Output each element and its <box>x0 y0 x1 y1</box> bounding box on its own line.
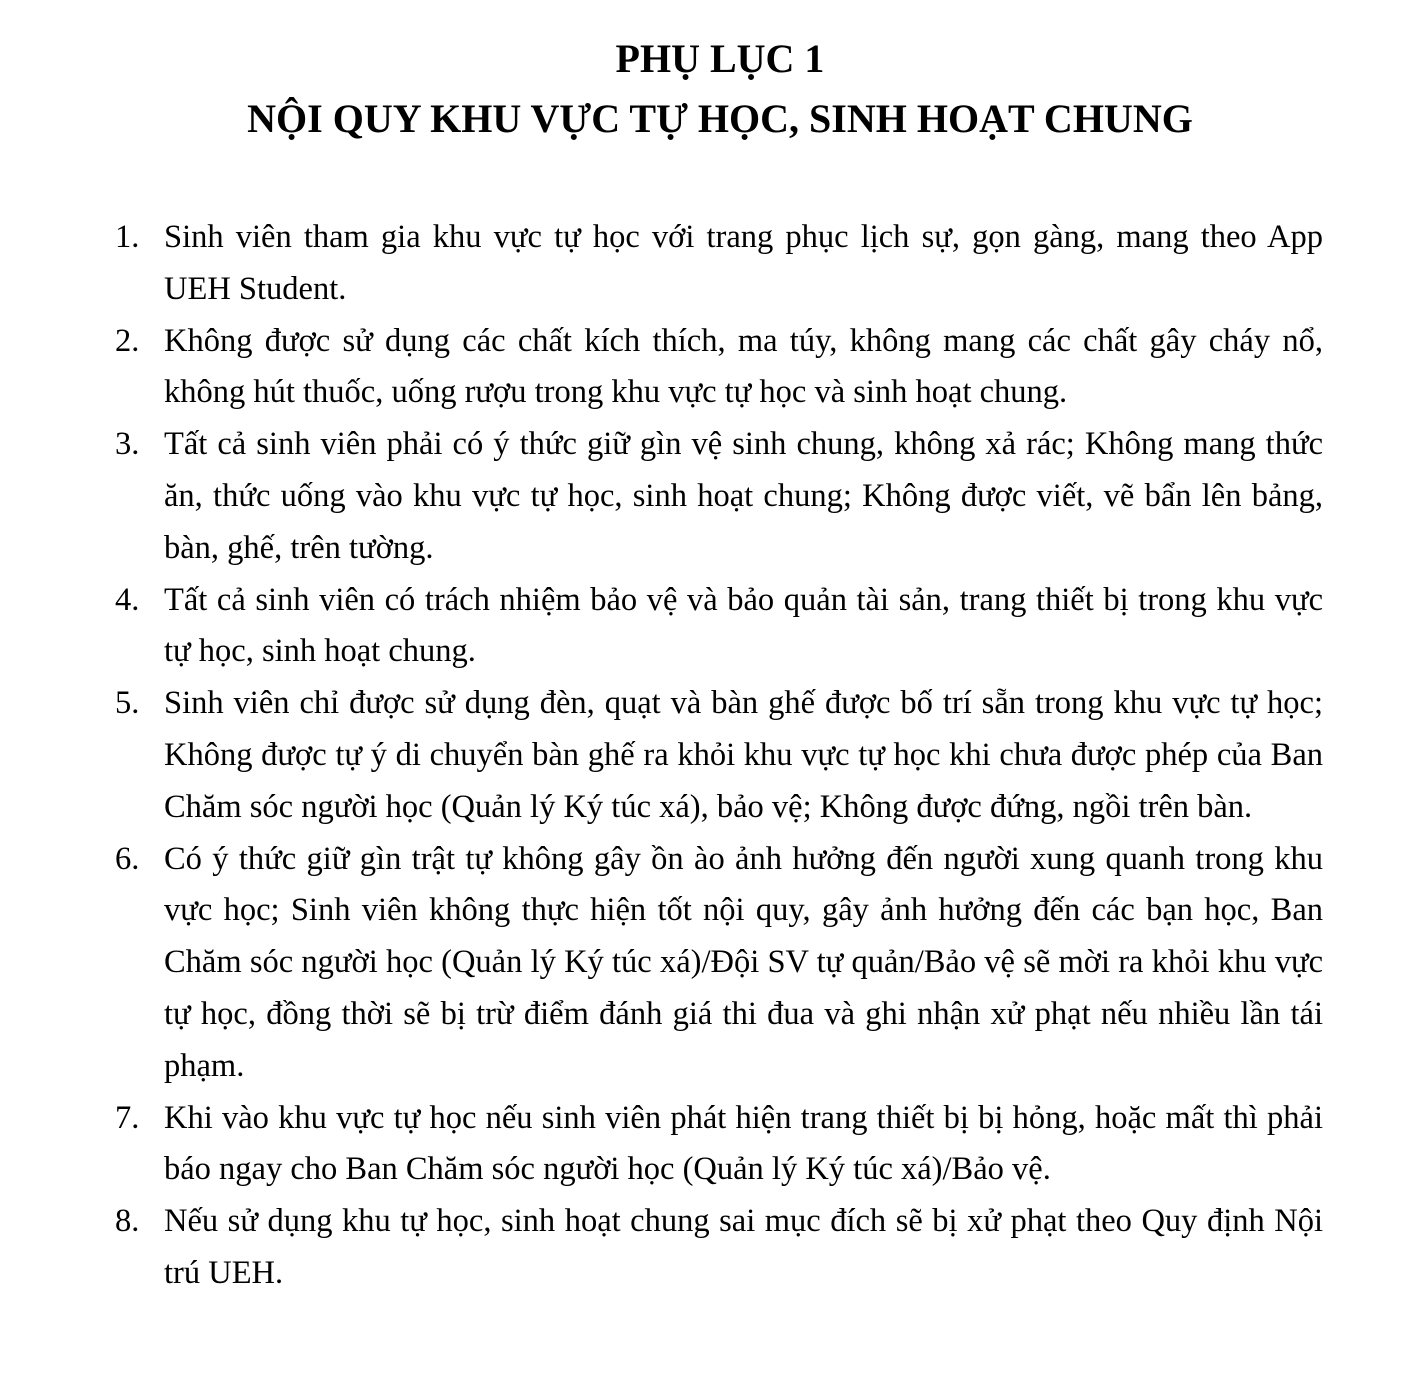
rule-text: Có ý thức giữ gìn trật tự không gây ồn ào ảnh hưởng đến người xung quanh trong khu vực học; Sinh viên không thực hiện tốt nội quy, gây ảnh hưởng đến các bạn học, Ban Chăm sóc người học (Quản lý Ký túc xá)/Đội SV tự quản/Bảo vệ sẽ mời ra khỏi khu vực tự học, đồng thời sẽ bị trừ điểm đánh giá thi đua và ghi nhận xử phạt nếu nhiều lần tái phạm. <box>164 840 1323 1084</box>
rule-text: Không được sử dụng các chất kích thích, ma túy, không mang các chất gây cháy nổ, không hút thuốc, uống rượu trong khu vực tự học và sinh hoạt chung. <box>164 322 1323 411</box>
rule-item-3 <box>115 419 1323 574</box>
rule-item-4 <box>115 575 1323 679</box>
rule-text: Khi vào khu vực tự học nếu sinh viên phát hiện trang thiết bị bị hỏng, hoặc mất thì phải báo ngay cho Ban Chăm sóc người học (Quản lý Ký túc xá)/Bảo vệ. <box>164 1099 1323 1188</box>
rule-number: 4. <box>115 581 140 618</box>
rule-number: 8. <box>115 1203 140 1240</box>
rule-item-5 <box>115 678 1323 833</box>
rule-text: Nếu sử dụng khu tự học, sinh hoạt chung sai mục đích sẽ bị xử phạt theo Quy định Nội trú UEH. <box>164 1203 1323 1291</box>
rule-text: Tất cả sinh viên có trách nhiệm bảo vệ và bảo quản tài sản, trang thiết bị trong khu vực tự học, sinh hoạt chung. <box>164 581 1323 670</box>
rule-number: 1. <box>115 219 140 255</box>
rule-number: 5. <box>115 685 140 722</box>
rule-item-1 <box>115 212 1323 316</box>
rule-text: Sinh viên chỉ được sử dụng đèn, quạt và bàn ghế được bố trí sẵn trong khu vực tự học; Không được tự ý di chuyển bàn ghế ra khỏi khu vực tự học khi chưa được phép của Ban Chăm sóc người học (Quản lý Ký túc xá), bảo vệ; Không được đứng, ngồi trên bàn. <box>164 685 1323 825</box>
appendix-title: PHỤ LỤC 1 <box>615 36 825 81</box>
rules-list <box>115 212 1323 1300</box>
rule-item-2 <box>115 316 1323 420</box>
rule-item-7 <box>115 1093 1323 1197</box>
rule-number: 7. <box>115 1099 140 1136</box>
rule-item-8 <box>115 1196 1323 1300</box>
rule-number: 3. <box>115 426 140 463</box>
rules-title: NỘI QUY KHU VỰC TỰ HỌC, SINH HOẠT CHUNG <box>247 96 1193 141</box>
rule-number: 2. <box>115 322 140 359</box>
rule-item-6 <box>115 834 1323 1093</box>
rule-text: Sinh viên tham gia khu vực tự học với trang phục lịch sự, gọn gàng, mang theo App UEH Student. <box>164 219 1323 307</box>
rule-text: Tất cả sinh viên phải có ý thức giữ gìn vệ sinh chung, không xả rác; Không mang thức ăn, thức uống vào khu vực tự học, sinh hoạt chung; Không được viết, vẽ bẩn lên bảng, bàn, ghế, trên tường. <box>164 426 1323 566</box>
rule-number: 6. <box>115 840 140 877</box>
